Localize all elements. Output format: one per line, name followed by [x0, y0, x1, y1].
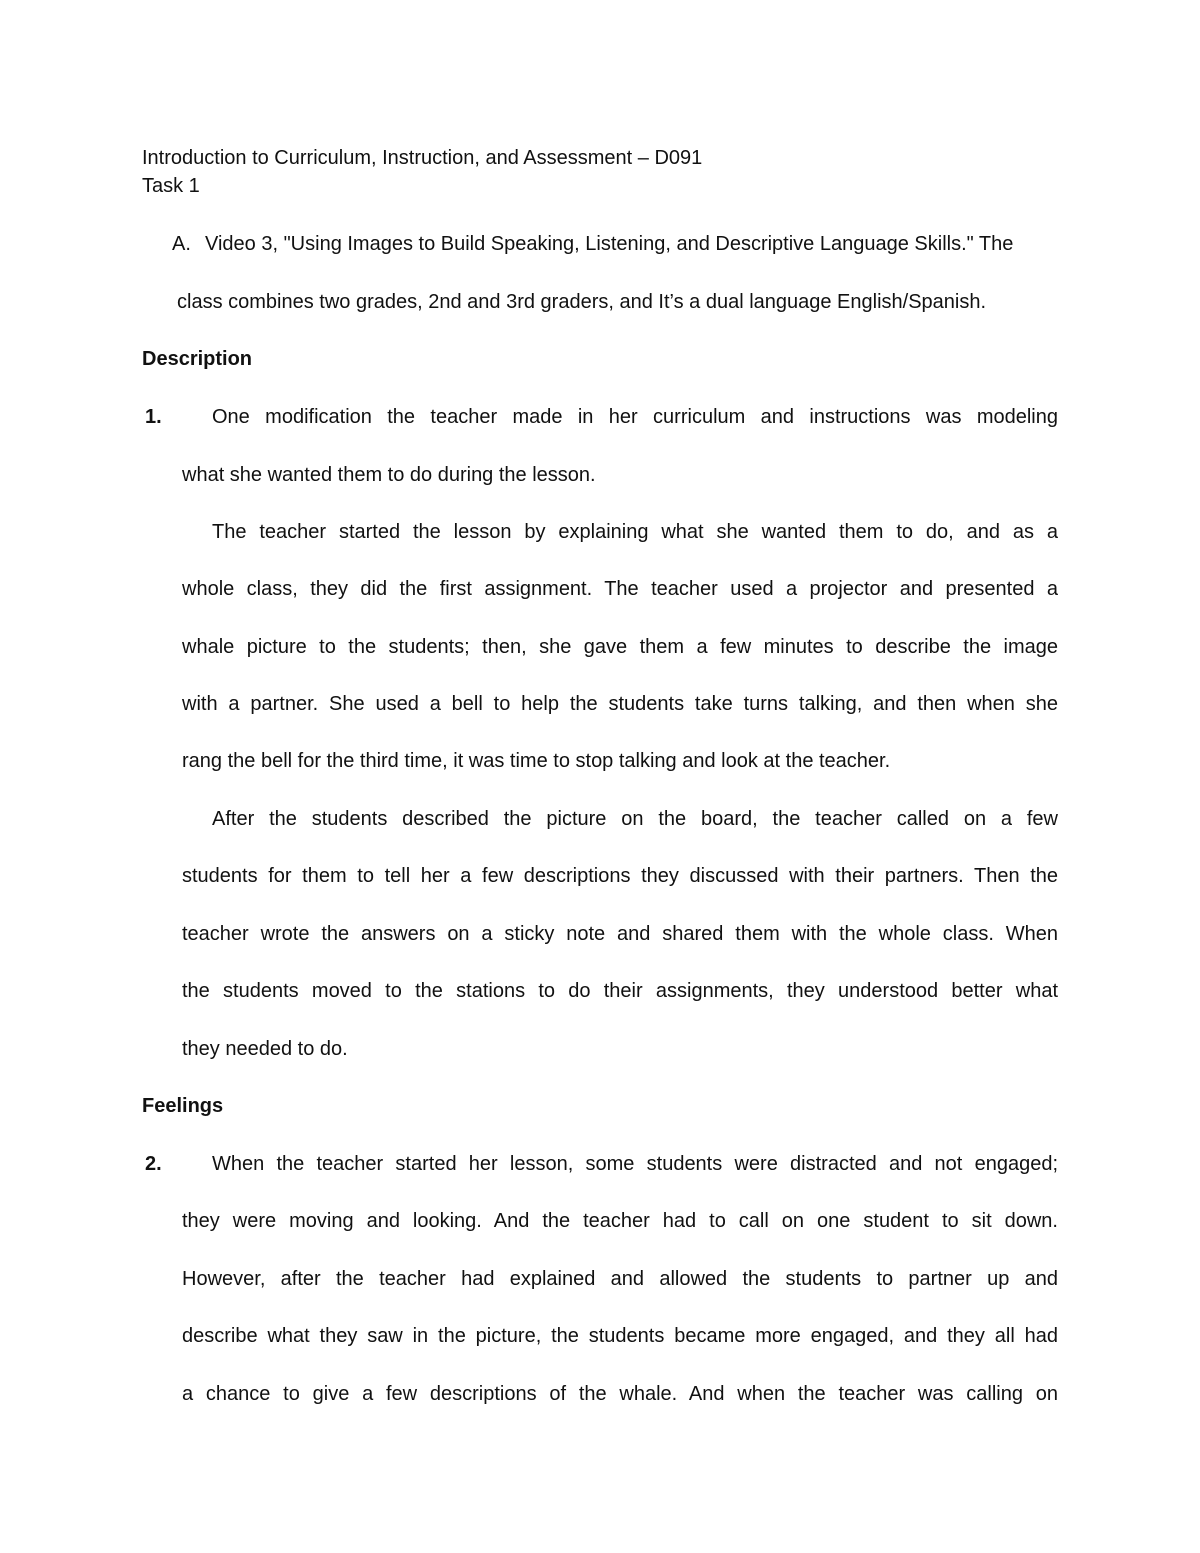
- feelings-number: 2.: [145, 1153, 162, 1175]
- feelings-p1-line-5: a chance to give a few descriptions of the whale. And when the teacher was calling on: [182, 1383, 1058, 1405]
- description-p3-line-2: students for them to tell her a few descriptions they discussed with their partners. Then the: [182, 865, 1058, 887]
- document-title: Introduction to Curriculum, Instruction, and Assessment – D091: [142, 147, 703, 169]
- description-p2-line-1: The teacher started the lesson by explaining what she wanted them to do, and as a: [212, 521, 1058, 543]
- feelings-p1-line-1: When the teacher started her lesson, some students were distracted and not engaged;: [212, 1153, 1058, 1175]
- description-p3-line-1: After the students described the picture on the board, the teacher called on a few: [212, 808, 1058, 830]
- feelings-p1-line-4: describe what they saw in the picture, the students became more engaged, and they all had: [182, 1325, 1058, 1347]
- task-label: Task 1: [142, 175, 200, 197]
- item-a-line-1: Video 3, "Using Images to Build Speaking, Listening, and Descriptive Language Skills." The: [205, 233, 1014, 255]
- description-p3-line-3: teacher wrote the answers on a sticky note and shared them with the whole class. When: [182, 923, 1058, 945]
- description-heading: Description: [142, 348, 253, 370]
- item-a-marker: A.: [172, 233, 191, 255]
- description-p2-line-5: rang the bell for the third time, it was time to stop talking and look at the teacher.: [182, 750, 891, 772]
- feelings-p1-line-2: they were moving and looking. And the teacher had to call on one student to sit down.: [182, 1210, 1058, 1232]
- description-p2-line-3: whale picture to the students; then, she gave them a few minutes to describe the image: [182, 636, 1058, 658]
- feelings-p1-line-3: However, after the teacher had explained and allowed the students to partner up and: [182, 1268, 1058, 1290]
- description-number: 1.: [145, 406, 162, 428]
- description-p3-line-5: they needed to do.: [182, 1038, 348, 1060]
- description-p3-line-4: the students moved to the stations to do their assignments, they understood better what: [182, 980, 1058, 1002]
- description-p1-line-1: One modification the teacher made in her curriculum and instructions was modeling: [212, 406, 1058, 428]
- description-p1-line-2: what she wanted them to do during the lesson.: [182, 464, 596, 486]
- description-p2-line-4: with a partner. She used a bell to help the students take turns talking, and then when she: [182, 693, 1058, 715]
- feelings-heading: Feelings: [142, 1095, 224, 1117]
- description-p2-line-2: whole class, they did the first assignment. The teacher used a projector and presented a: [182, 578, 1058, 600]
- item-a-line-2: class combines two grades, 2nd and 3rd graders, and It’s a dual language English/Spanish.: [177, 291, 987, 313]
